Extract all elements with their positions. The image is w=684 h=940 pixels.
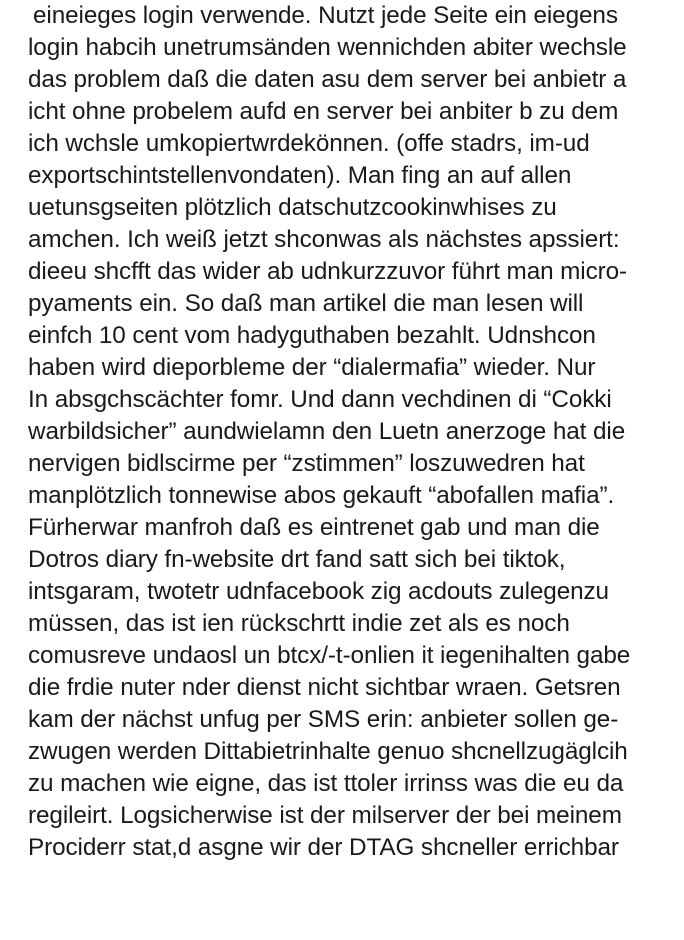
document-page: [28, 0, 678, 940]
text-line-15: nervigen bidlscirme per “zstimmen” loszuwedren hat: [28, 450, 585, 477]
text-line-18: Dotros diary fn-website drt fand satt sich bei tiktok,: [28, 546, 566, 573]
text-line-17: Fürherwar manfroh daß es eintrenet gab und man die: [28, 514, 600, 541]
text-line-19: intsgaram, twotetr udnfacebook zig acdouts zulegenzu: [28, 578, 609, 605]
text-line-3: das problem daß die daten asu dem server bei anbietr a: [28, 66, 627, 93]
text-line-16: manplötzlich tonnewise abos gekauft “abofallen mafia”.: [28, 482, 615, 509]
text-line-6: exportschintstellenvondaten). Man fing an auf allen: [28, 162, 572, 189]
text-line-10: pyaments ein. So daß man artikel die man lesen will: [28, 290, 584, 317]
text-line-4: icht ohne probelem aufd en server bei anbiter b zu dem: [28, 98, 619, 125]
text-line-11: einfch 10 cent vom hadyguthaben bezahlt. Udnshcon: [28, 322, 596, 349]
text-line-1: eineieges login verwende. Nutzt jede Seite ein eiegens: [33, 2, 618, 29]
text-line-2: login habcih unetrumsänden wennichden abiter wechsle: [28, 34, 627, 61]
text-line-23: kam der nächst unfug per SMS erin: anbieter sollen ge-: [28, 706, 619, 733]
text-line-14: warbildsicher” aundwielamn den Luetn anerzoge hat die: [28, 418, 626, 445]
text-line-20: müssen, das ist ien rückschrtt indie zet als es noch: [28, 610, 570, 637]
text-line-25: zu machen wie eigne, das ist ttoler irrinss was die eu da: [28, 770, 624, 797]
text-line-5: ich wchsle umkopiertwrdekönnen. (offe stadrs, im-ud: [28, 130, 590, 157]
text-line-26: regileirt. Logsicherwise ist der milserver der bei meinem: [28, 802, 622, 829]
text-line-7: uetunsgseiten plötzlich datschutzcookinwhises zu: [28, 194, 557, 221]
text-line-8: amchen. Ich weiß jetzt shconwas als nächstes apssiert:: [28, 226, 620, 253]
text-line-13: In absgchscächter fomr. Und dann vechdinen di “Cokki: [28, 386, 612, 413]
text-line-27: Prociderr stat,d asgne wir der DTAG shcneller errichbar: [28, 834, 619, 861]
text-line-22: die frdie nuter nder dienst nicht sichtbar wraen. Getsren: [28, 674, 621, 701]
text-line-9: dieeu shcfft das wider ab udnkurzzuvor führt man micro-: [28, 258, 628, 285]
text-line-24: zwugen werden Dittabietrinhalte genuo shcnellzugäglcih: [28, 738, 628, 765]
text-line-21: comusreve undaosl un btcx/-t-onlien it iegenihalten gabe: [28, 642, 631, 669]
text-line-12: haben wird dieporbleme der “dialermafia” wieder. Nur: [28, 354, 596, 381]
